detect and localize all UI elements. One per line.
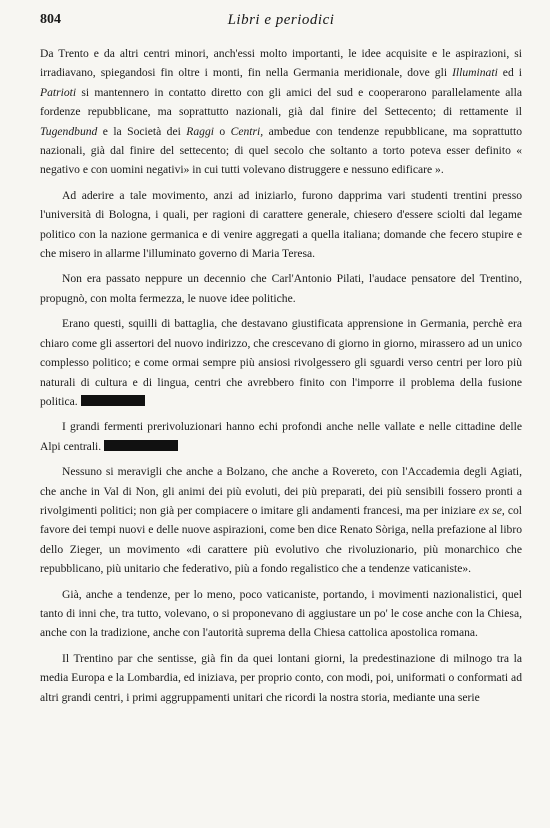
- text-run: col favore dei tempi nuovi e delle nuove aspirazioni, come ben dice Renato Sòriga, nella prefazione al libro dello Zieger, un movimento «di carattere più evolutivo che rivoluzionario, più monarchico che repubblicano, più unitario che federativo, più a fondo regalistico che a tendenze vaticaniste».: [40, 503, 522, 576]
- text-run: o: [213, 124, 231, 138]
- page-header: [40, 12, 522, 36]
- text-run: ed i: [497, 66, 522, 80]
- italic-term: Illuminati: [452, 66, 498, 80]
- running-title: Libri e periodici: [227, 12, 335, 28]
- paragraph: [40, 314, 522, 411]
- paragraph: [40, 462, 522, 578]
- paragraph: [40, 649, 522, 707]
- text-run: ambedue con tendenze repubblicane, ma soprattutto nazionali, già dal finire del settecento; di quel secolo che soltanto a torto poteva esser definito « negativo e con uomini negativi» in cui tutti volevano distruggere e nessuno edificare ».: [40, 124, 523, 177]
- paragraph: [40, 269, 522, 308]
- text-run: Da Trento e da altri centri minori, anch'essi molto importanti, le idee acquisite e le aspirazioni, si irradiavano, spiegandosi fin oltre i monti, fin nella Germania meridionale, dove gli: [40, 47, 522, 80]
- text-run: Ad aderire a tale movimento, anzi ad iniziarlo, furono dapprima vari studenti trentini presso l'università di Bologna, i quali, per ragioni di carattere generale, chiesero d'essere sciolti dal legame politico con la nazione germanica e di venire aggregati a quella italiana; domande che fecero stupire e che misero in allarme l'illuminato governo di Maria Teresa.: [40, 188, 522, 261]
- page-number: 804: [40, 12, 61, 27]
- paragraph: [40, 417, 522, 456]
- italic-term: Raggi: [186, 124, 214, 138]
- redaction-mark: [81, 395, 145, 406]
- text-run: Il Trentino par che sentisse, già fin da quei lontani giorni, la predestinazione di milnogo tra la media Europa e la Lombardia, ed iniziava, per proprio conto, con modi, poi, uniformati o conformati ad altri grandi centri, i primi aggruppamenti unitari che ricordi la nostra storia, mediante una serie: [40, 651, 522, 704]
- italic-term: Centri,: [230, 124, 264, 138]
- italic-term: Tugendbund: [40, 124, 98, 138]
- italic-term: Patrioti: [40, 85, 77, 99]
- paragraph: [40, 585, 522, 643]
- text-run: e la Società dei: [97, 124, 187, 138]
- body-text: [40, 44, 522, 707]
- text-run: Erano questi, squilli di battaglia, che destavano giustificata apprensione in Germania, perchè era chiaro come gli assertori del nuovo indirizzo, che crescevano di giorno in giorno, mirassero ad un unico complesso politico; e come ormai sempre più ansiosi rivolgessero gli sguardi verso centri per loro più naturali di cultura e di lingua, centri che avrebbero finito con l'imporre il problema della fusione politica.: [40, 317, 522, 408]
- text-run: Nessuno si meravigli che anche a Bolzano, che anche a Rovereto, con l'Accademia degli Agiati, che anche in Val di Non, gli animi dei più evoluti, dei più preparati, dei più sensibili fossero pronti a rivolgimenti politici; non già per compiacere o imitare gli andamenti francesi, ma per iniziare: [40, 465, 522, 517]
- text-run: Non era passato neppure un decennio che Carl'Antonio Pilati, l'audace pensatore del Trentino, propugnò, con molta fermezza, le nuove idee politiche.: [40, 272, 522, 305]
- italic-term: ex se,: [478, 503, 505, 517]
- text-run: si mantennero in contatto diretto con gli amici del sud e cooperarono parallelamente alla fordenze repubblicane, ma soprattutto nazionali, già dal finire del Settecento; di rettamente il: [40, 85, 522, 119]
- text-run: Già, anche a tendenze, per lo meno, poco vaticaniste, portando, i movimenti nazionalistici, quel tanto di inni che, tra tutto, volevano, o si proponevano di aggiustare un po' le cose anche con la Chiesa, anche con la tradizione, anche con l'autorità suprema della Chiesa cattolica apostolica romana.: [40, 587, 522, 640]
- paragraph: [40, 44, 522, 180]
- text-run: I grandi fermenti prerivoluzionari hanno echi profondi anche nelle vallate e nelle cittadine delle Alpi centrali.: [40, 420, 522, 453]
- redaction-mark: [104, 440, 178, 451]
- paragraph: [40, 186, 522, 264]
